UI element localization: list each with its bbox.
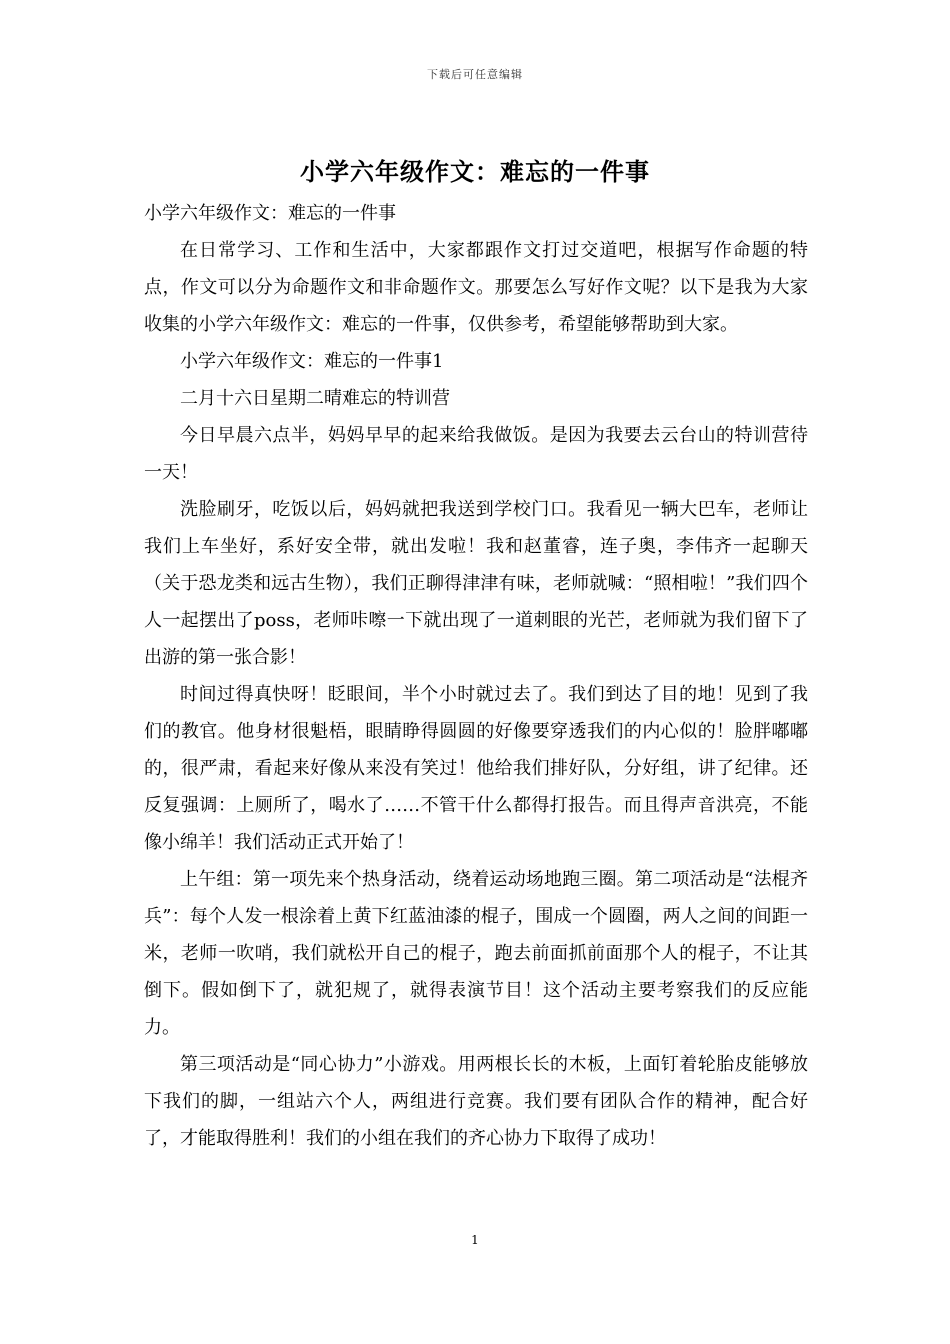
paragraph-intro: 在日常学习、工作和生活中，大家都跟作文打过交道吧，根据写作命题的特点，作文可以分为命题作文和非命题作文。那要怎么写好作文呢？以下是我为大家收集的小学六年级作文：难忘的一件事，仅供参考，希望能够帮助到大家。: [144, 240, 808, 335]
page-number: 1: [471, 1233, 479, 1247]
header-note: 下载后可任意编辑: [427, 68, 523, 81]
paragraph-morning-activities: 上午组：第一项先来个热身活动，绕着运动场地跑三圈。第二项活动是“法棍齐兵”：每个人发一根涂着上黄下红蓝油漆的棍子，围成一个圆圈，两人之间的间距一米，老师一吹哨，我们就松开自己的棍子，跑去前面抓前面那个人的棍子，不让其倒下。假如倒下了，就犯规了，就得表演节目！这个活动主要考察我们的反应能力。: [144, 869, 808, 1038]
paragraph-teamwork-game: 第三项活动是“同心协力”小游戏。用两根长长的木板，上面钉着轮胎皮能够放下我们的脚，一组站六个人，两组进行竞赛。我们要有团队合作的精神，配合好了，才能取得胜利！我们的小组在我们的齐心协力下取得了成功！: [144, 1054, 808, 1149]
document-title: 小学六年级作文：难忘的一件事: [300, 157, 650, 186]
subtitle: 小学六年级作文：难忘的一件事: [144, 203, 396, 224]
paragraph-arrival: 时间过得真快呀！眨眼间，半个小时就过去了。我们到达了目的地！见到了我们的教官。他身材很魁梧，眼睛睁得圆圆的好像要穿透我们的内心似的！脸胖嘟嘟的，很严肃，看起来好像从来没有笑过！他给我们排好队，分好组，讲了纪律。还反复强调：上厕所了，喝水了……不管干什么都得打报告。而且得声音洪亮，不能像小绵羊！我们活动正式开始了！: [144, 684, 808, 853]
paragraph-morning: 今日早晨六点半，妈妈早早的起来给我做饭。是因为我要去云台山的特训营待一天！: [144, 425, 808, 483]
document-body: [144, 195, 808, 1157]
paragraph-section-heading: 小学六年级作文：难忘的一件事1: [180, 351, 444, 372]
paragraph-departure: 洗脸刷牙，吃饭以后，妈妈就把我送到学校门口。我看见一辆大巴车，老师让我们上车坐好，系好安全带，就出发啦！我和赵董睿，连子奥，李伟齐一起聊天（关于恐龙类和远古生物），我们正聊得津津有味，老师就喊：“照相啦！”我们四个人一起摆出了poss，老师咔嚓一下就出现了一道刺眼的光芒，老师就为我们留下了出游的第一张合影！: [144, 499, 808, 668]
paragraph-date-line: 二月十六日星期二晴难忘的特训营: [180, 388, 450, 409]
